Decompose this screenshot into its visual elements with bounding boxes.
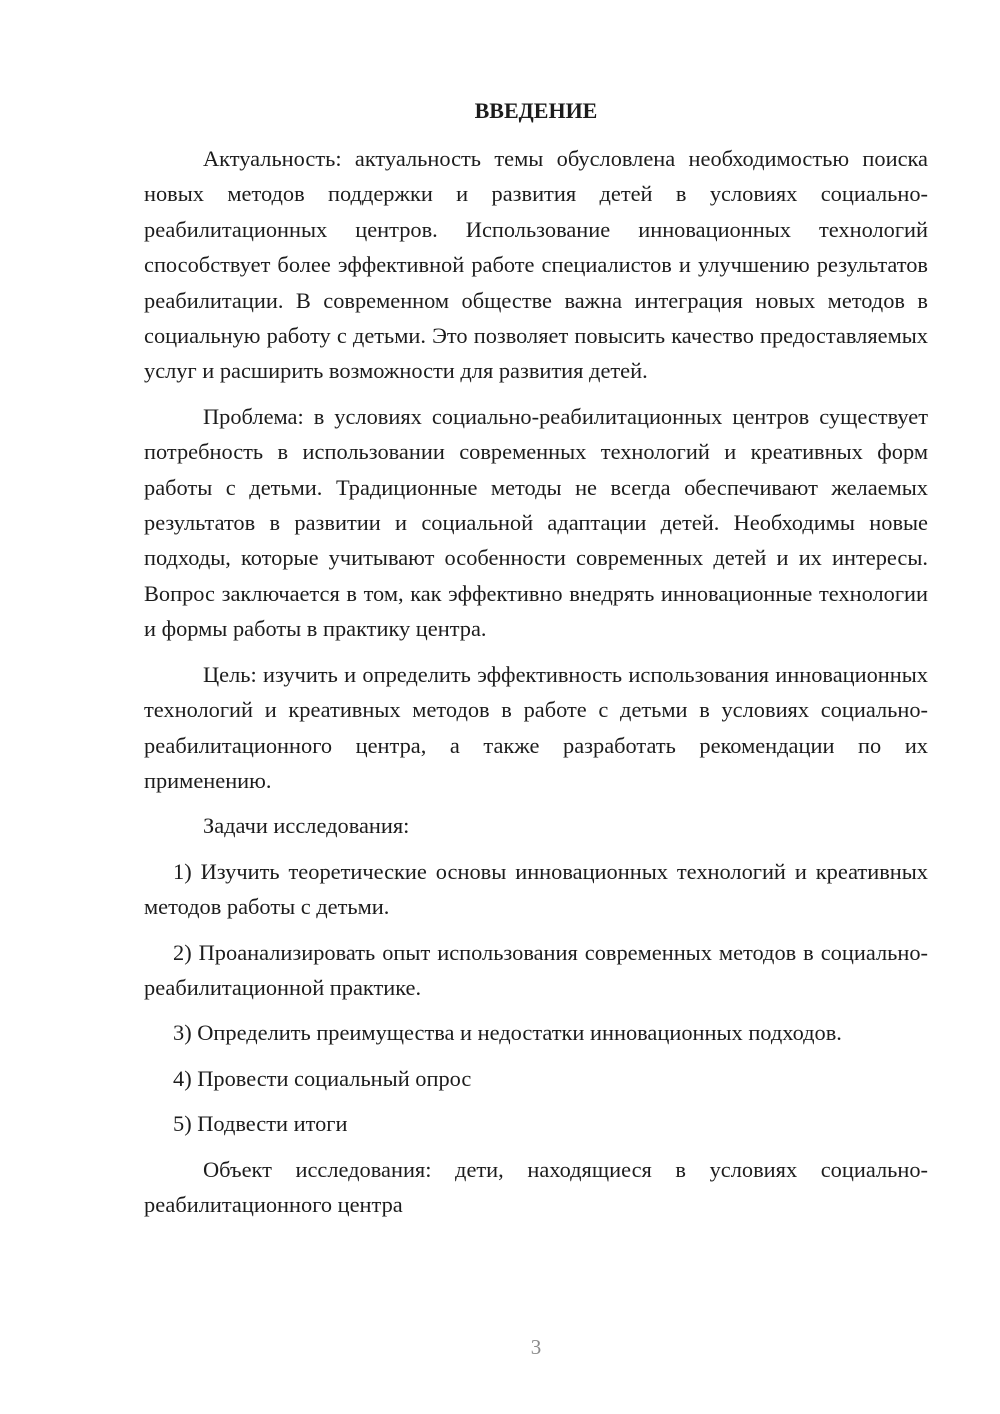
paragraph-relevance: Актуальность: актуальность темы обусловлена необходимостью поиска новых методов поддержки и развития детей в условиях социально-реабилитационных центров. Использование инновационных технологий способствует более эффективной работе специалистов и улучшению результатов реабилитации. В современном обществе важна интеграция новых методов в социальную работу с детьми. Это позволяет повысить качество предоставляемых услуг и расширить возможности для развития детей. [144,146,928,384]
task-item-1: 1) Изучить теоретические основы инновационных технологий и креативных методов работы с детьми. [144,858,928,920]
page-number: 3 [530,1335,542,1359]
task-item-3: 3) Определить преимущества и недостатки инновационных подходов. [173,1020,842,1046]
task-item-4: 4) Провести социальный опрос [173,1065,472,1091]
paragraph-object: Объект исследования: дети, находящиеся в условиях социально-реабилитационного центра [144,1156,928,1217]
paragraph-problem: Проблема: в условиях социально-реабилитационных центров существует потребность в использовании современных технологий и креативных форм работы с детьми. Традиционные методы не всегда обеспечивают желаемых результатов в развитии и социальной адаптации детей. Необходимы новые подходы, которые учитывают особенности современных детей и их интересы. Вопрос заключается в том, как эффективно внедрять инновационные технологии и формы работы в практику центра. [144,403,928,642]
task-item-5: 5) Подвести итоги [173,1111,348,1137]
paragraph-tasks-heading: Задачи исследования: [203,813,410,839]
paragraph-goal: Цель: изучить и определить эффективность использования инновационных технологий и креативных методов в работе с детьми в условиях социально-реабилитационного центра, а также разработать рекомендации по их применению. [144,661,928,793]
document-body [144,141,928,1232]
task-item-2: 2) Проанализировать опыт использования современных методов в социально-реабилитационной практике. [144,939,928,1000]
section-title: ВВЕДЕНИЕ [474,98,598,123]
